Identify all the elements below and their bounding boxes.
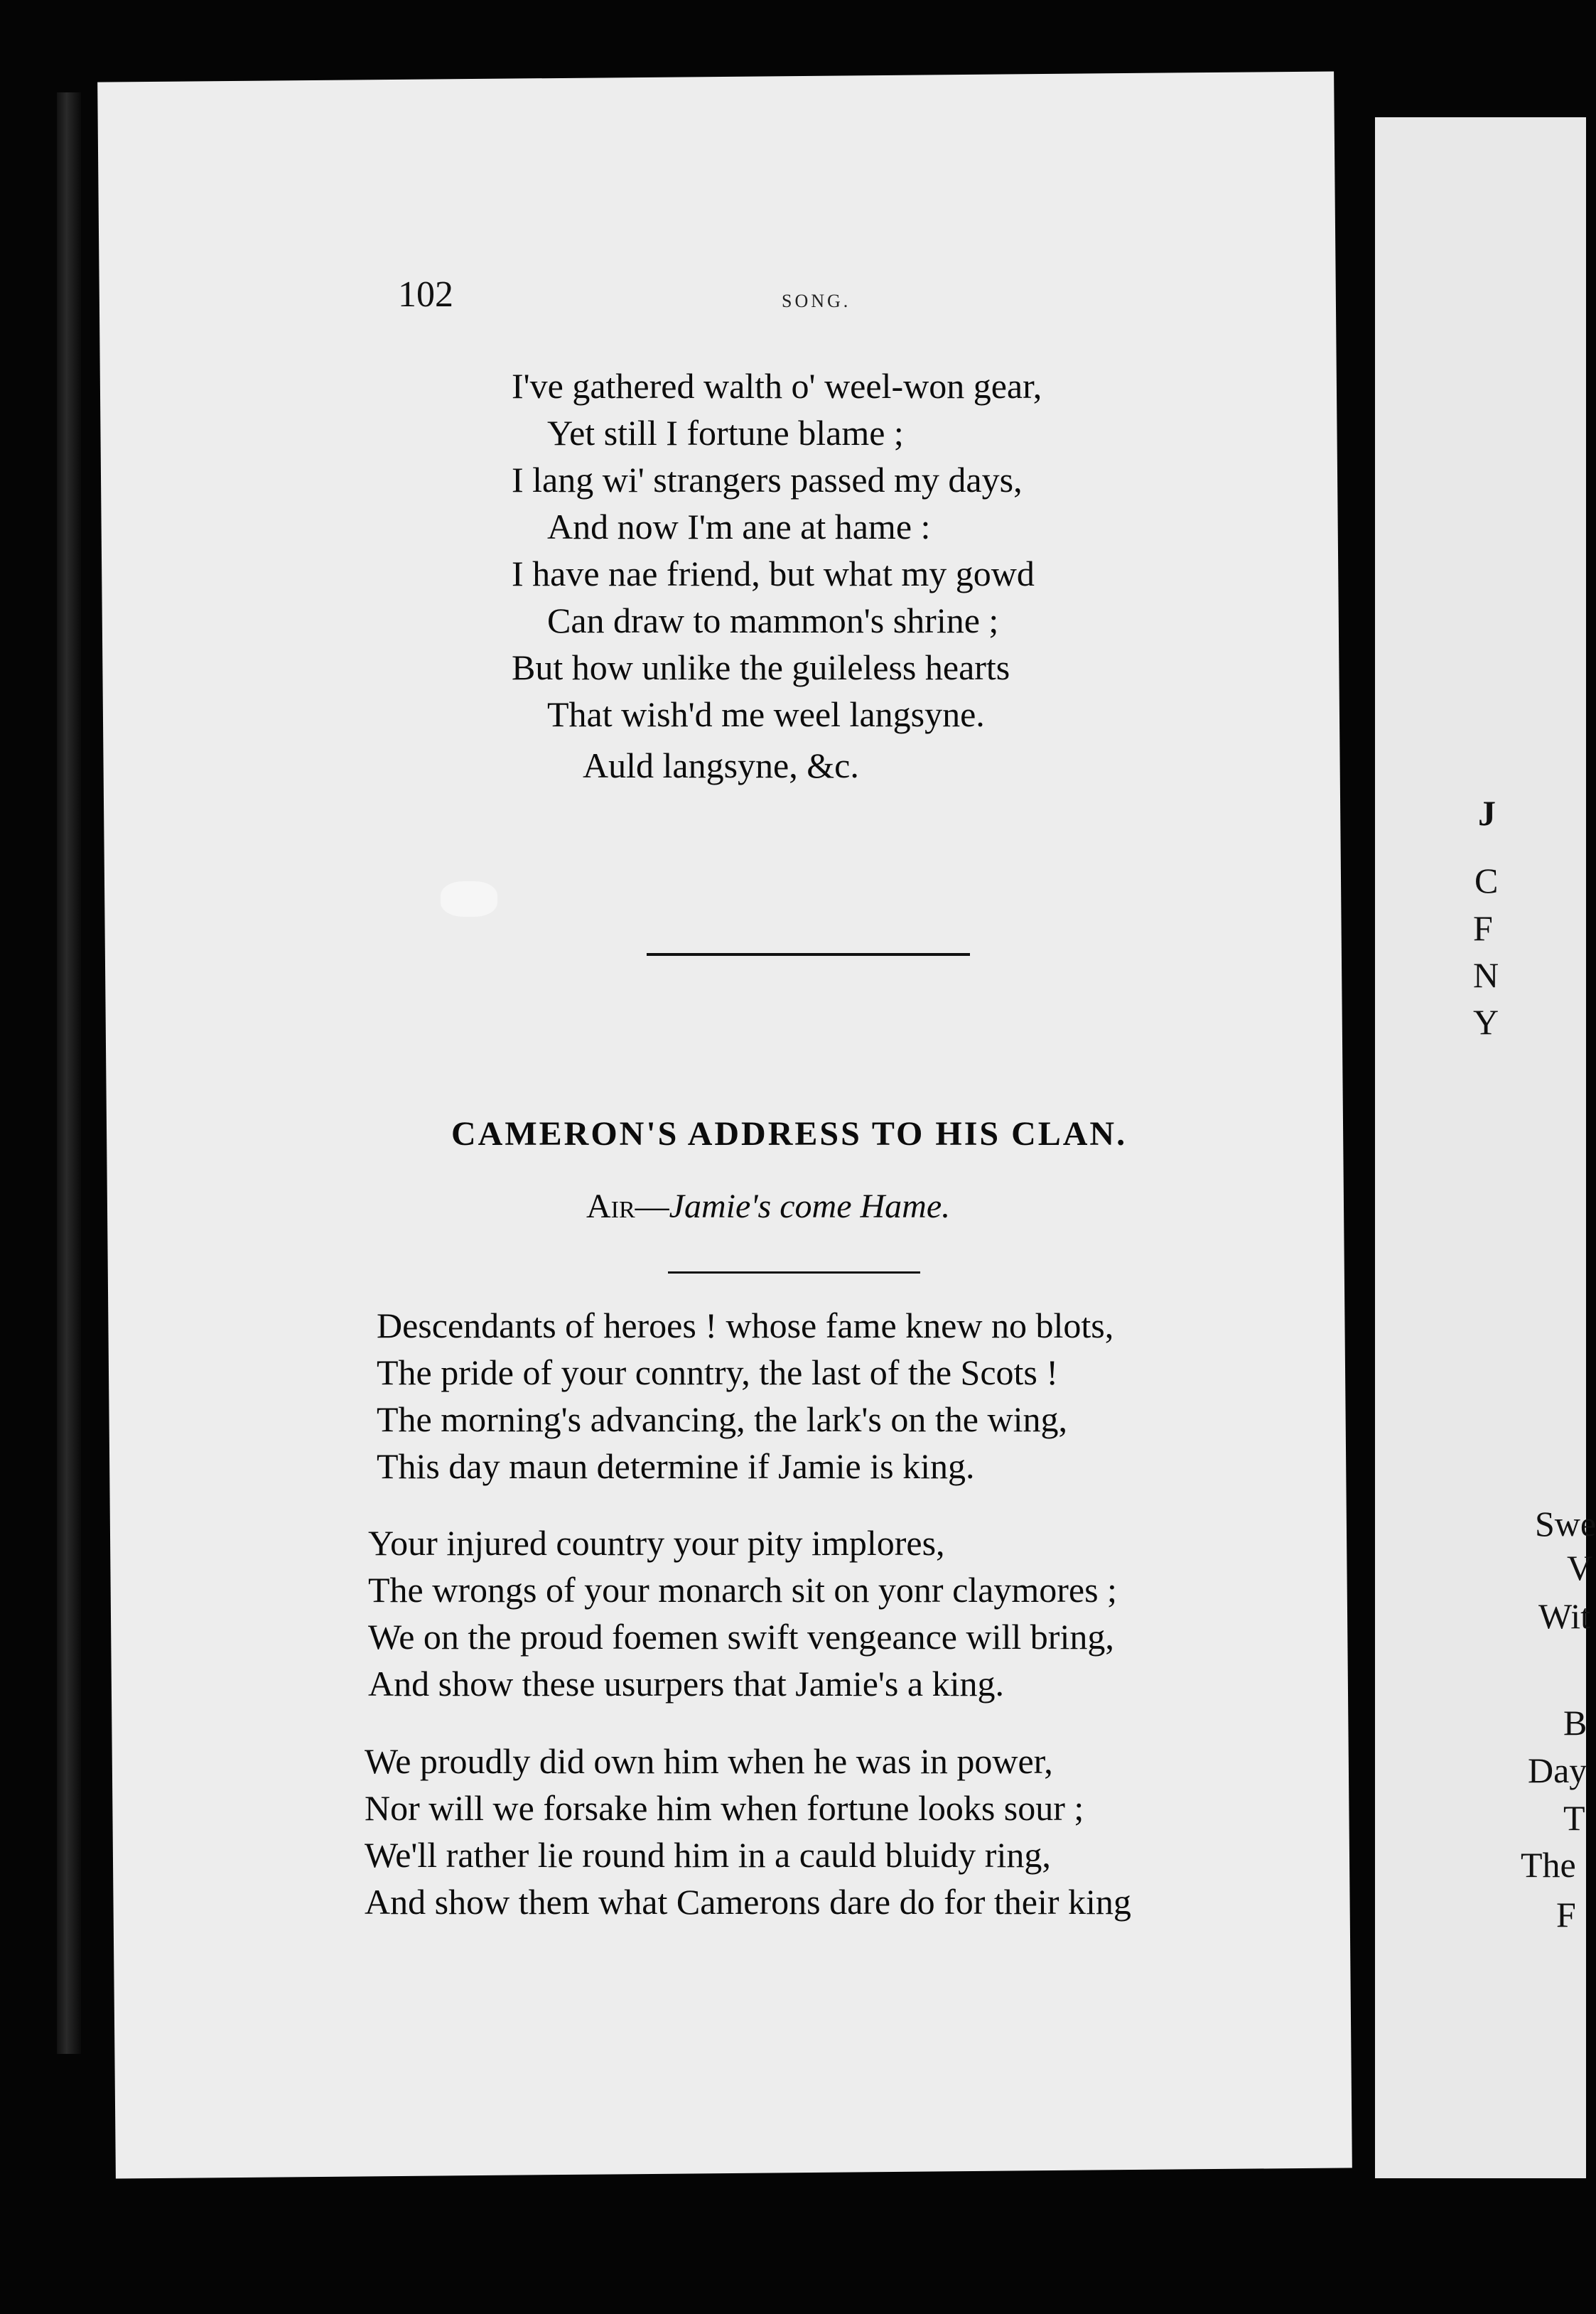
verse-line: But how unlike the guileless hearts [512, 647, 1010, 687]
paper-blemish [441, 881, 497, 917]
fragment: Wit [1538, 1596, 1590, 1636]
page-number: 102 [398, 274, 453, 315]
fragment: V [1567, 1548, 1593, 1588]
stanza [377, 1302, 1114, 1490]
verse-line: And show them what Camerons dare do for their king [365, 1882, 1131, 1922]
verse-line: The morning's advancing, the lark's on the wing, [377, 1399, 1067, 1439]
fragment: C [1474, 861, 1499, 900]
fragment: Y [1473, 1002, 1499, 1042]
fragment: Day [1528, 1750, 1587, 1790]
verse-line: That wish'd me weel langsyne. [547, 694, 985, 734]
verse-line: Your injured country your pity implores, [368, 1523, 945, 1563]
verse-line: I've gathered walth o' weel-won gear, [512, 366, 1042, 406]
section-divider [647, 953, 970, 956]
verse-line: Descendants of heroes ! whose fame knew no blots, [377, 1306, 1114, 1345]
verse-line: The pride of your conntry, the last of the Scots ! [377, 1352, 1059, 1392]
chorus-line: Auld langsyne, &c. [583, 746, 859, 785]
fragment: F [1556, 1895, 1576, 1934]
verse-line: And now I'm ane at hame : [547, 507, 931, 547]
verse-line: The wrongs of your monarch sit on yonr claymores ; [368, 1570, 1117, 1610]
fragment: The [1521, 1845, 1576, 1885]
verse-line: I have nae friend, but what my gowd [512, 554, 1035, 593]
air-line [586, 1187, 1155, 1226]
verse-line: I lang wi' strangers passed my days, [512, 460, 1023, 500]
verse-line: Can draw to mammon's shrine ; [547, 601, 999, 640]
verse-line: This day maun determine if Jamie is king. [377, 1446, 975, 1486]
fragment: F [1473, 908, 1493, 948]
song-title: CAMERON'S ADDRESS TO HIS CLAN. [451, 1115, 1128, 1153]
fragment: Swe [1535, 1504, 1596, 1544]
fragment: J [1478, 793, 1496, 833]
verse-line: We'll rather lie round him in a cauld bluidy ring, [365, 1835, 1051, 1875]
facing-page [1375, 117, 1596, 2178]
running-head: SONG. [782, 291, 851, 311]
air-tune: Jamie's come Hame. [669, 1188, 951, 1225]
verse-line: We on the proud foemen swift vengeance will bring, [368, 1617, 1114, 1657]
fragment: B [1563, 1703, 1587, 1743]
stanza [365, 1738, 1131, 1925]
title-divider [668, 1271, 920, 1274]
page-header [398, 274, 895, 316]
verse-line: We proudly did own him when he was in power, [365, 1741, 1053, 1781]
book-edge [57, 92, 81, 2054]
fragment: N [1473, 955, 1499, 995]
fragment: T [1563, 1798, 1585, 1838]
stanza-continuation [512, 362, 1042, 789]
stanza [368, 1519, 1117, 1707]
verse-line: Nor will we forsake him when fortune looks sour ; [365, 1788, 1084, 1828]
verse-line: And show these usurpers that Jamie's a king. [368, 1664, 1004, 1704]
air-label: Air— [586, 1188, 669, 1225]
verse-line: Yet still I fortune blame ; [547, 413, 904, 453]
